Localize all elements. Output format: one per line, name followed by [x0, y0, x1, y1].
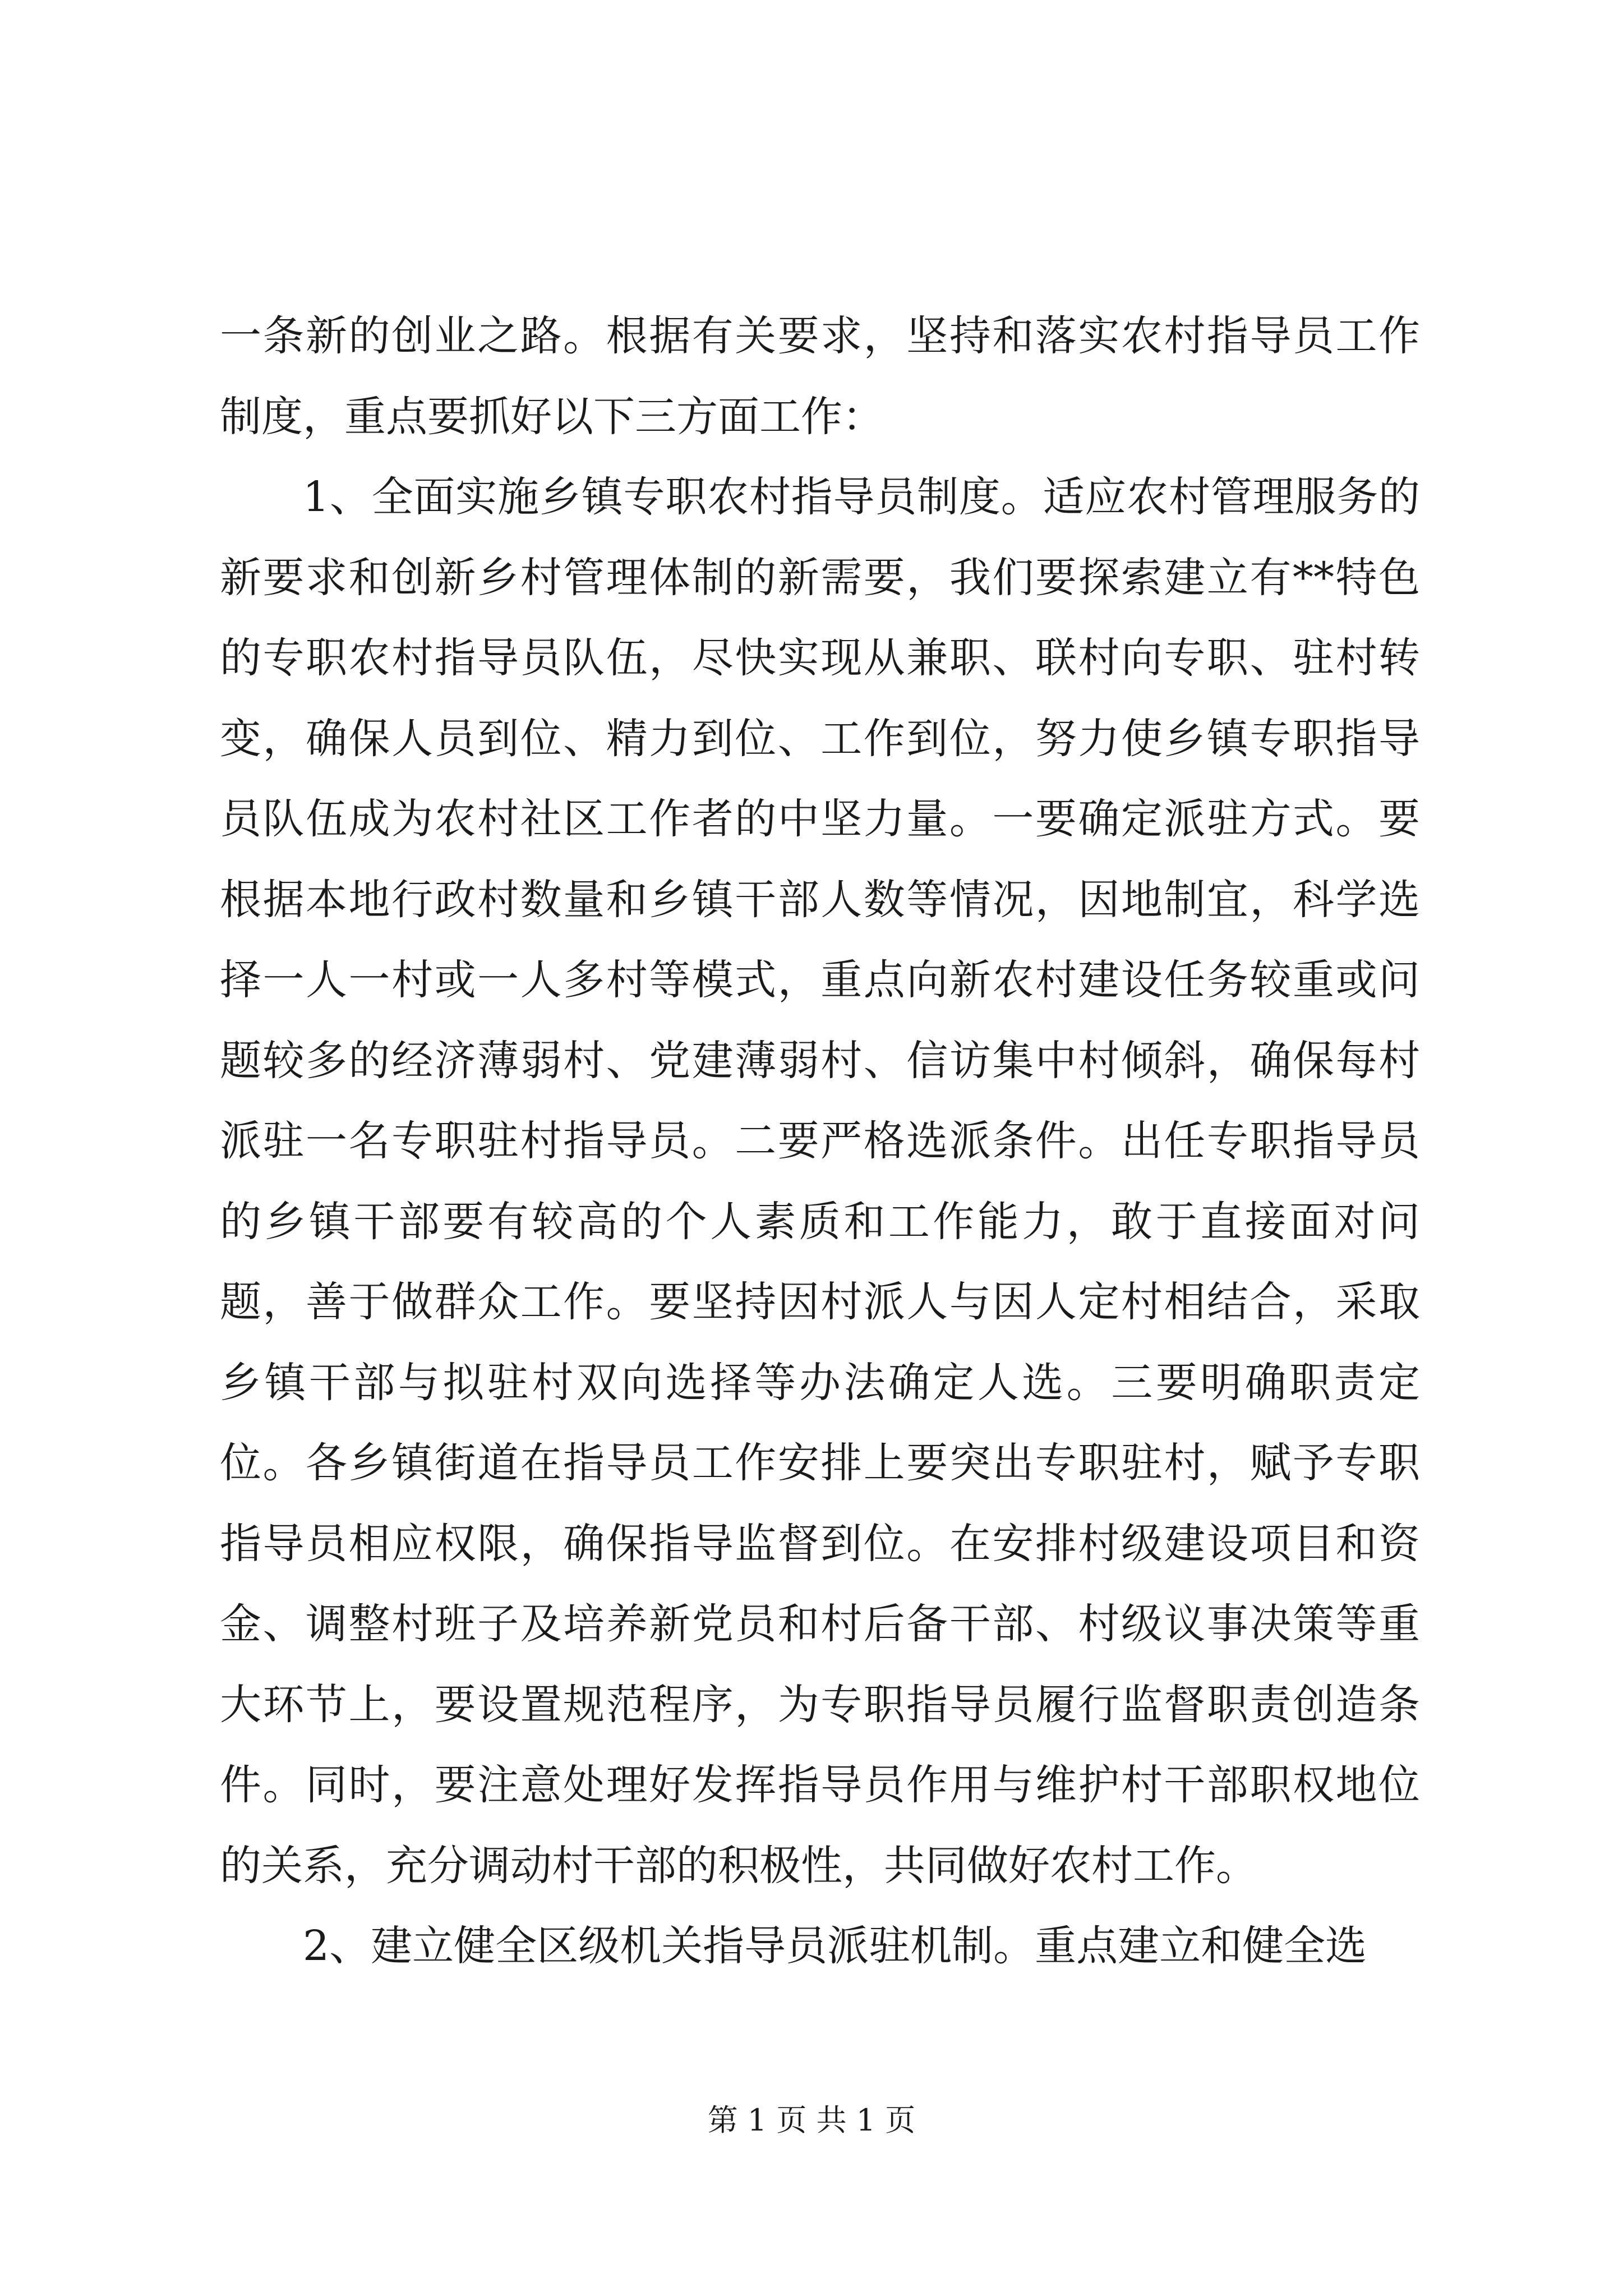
- paragraph-continuation: 一条新的创业之路。根据有关要求，坚持和落实农村指导员工作制度，重点要抓好以下三方面工作：: [220, 312, 1420, 441]
- page-footer: 第 1 页 共 1 页: [707, 2102, 916, 2138]
- paragraph-item-1: 1、全面实施乡镇专职农村指导员制度。适应农村管理服务的新要求和创新乡村管理体制的新需要，我们要探索建立有**特色的专职农村指导员队伍，尽快实现从兼职、联村向专职、驻村转变，确保人员到位、精力到位、工作到位，努力使乡镇专职指导员队伍成为农村社区工作者的中坚力量。一要确定派驻方式。要根据本地行政村数量和乡镇干部人数等情况，因地制宜，科学选择一人一村或一人多村等模式，重点向新农村建设任务较重或问题较多的经济薄弱村、党建薄弱村、信访集中村倾斜，确保每村派驻一名专职驻村指导员。二要严格选派条件。出任专职指导员的乡镇干部要有较高的个人素质和工作能力，敢于直接面对问题，善于做群众工作。要坚持因村派人与因人定村相结合，采取乡镇干部与拟驻村双向选择等办法确定人选。三要明确职责定位。各乡镇街道在指导员工作安排上要突出专职驻村，赋予专职指导员相应权限，确保指导监督到位。在安排村级建设项目和资金、调整村班子及培养新党员和村后备干部、村级议事决策等重大环节上，要设置规范程序，为专职指导员履行监督职责创造条件。同时，要注意处理好发挥指导员作用与维护村干部职权地位的关系，充分调动村干部的积极性，共同做好农村工作。: [220, 473, 1420, 1890]
- document-body: [220, 296, 1420, 1987]
- paragraph-item-2: 2、建立健全区级机关指导员派驻机制。重点建立和健全选: [303, 1922, 1367, 1970]
